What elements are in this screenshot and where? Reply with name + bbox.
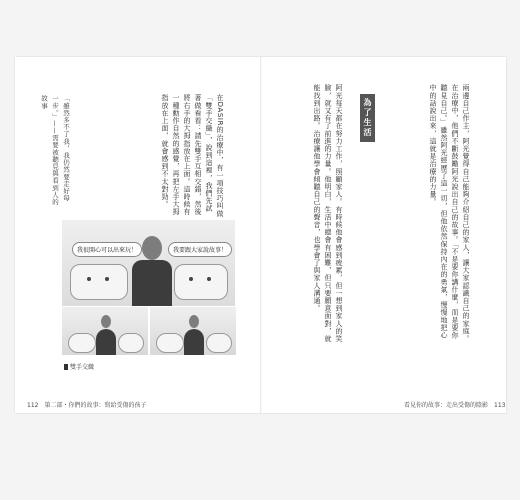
right-page-footer: 看見你的故事：走出受傷的陰影 113 (404, 402, 506, 409)
toy-car-right (174, 264, 228, 300)
right-page-top-text: 兩邊自己作主，阿光覺得自己能夠介紹自己的家人，讓大家認識自己的家庭。在治療中，他們不斷鼓勵阿光說出自己的故事。「不是要你講什麼，而是要你聽見自己。」雖然阿光經歷了這一切，但他依然保持內在的勇氣，慢慢地把心中的話說出來，這就是治療的力量。 (429, 84, 470, 343)
speech-bubble-right: 我要跟大家說故事！ (168, 242, 232, 257)
toy-car (206, 333, 232, 353)
toy-car (118, 333, 144, 353)
person-body (96, 329, 116, 355)
toy-car (156, 333, 184, 353)
speech-bubble-left: 我很開心可以出來玩！ (72, 242, 142, 257)
small-photo-right (150, 307, 236, 355)
main-photo (62, 220, 235, 306)
person-head (101, 315, 111, 328)
toy-car-left (70, 264, 128, 300)
person-head (142, 236, 162, 260)
toy-eye (87, 277, 91, 281)
left-page-footer: 112 第二部・你們的故事：寫給受傷的孩子 (27, 402, 147, 409)
left-page-text: 在DASIR的治療中，有一項技巧叫做「雙手交織」，說到這裡，我們先試著做看看：請先雙手互相交錯，然後將右手的大拇指放在上面。這時候有一種動作自然的感覺，再把左手大拇指放在上面，就會感到不太對勁。 (161, 94, 224, 218)
pull-quote: 「雖然多不了我，我仍然要走好每一步。」——需要被聽見與看到人的故事 (40, 95, 70, 206)
person-body (184, 329, 204, 355)
toy-eye (105, 277, 109, 281)
toy-eye (207, 277, 211, 281)
person-body (132, 260, 172, 306)
small-photo-left (62, 307, 148, 355)
caption-marker-icon (64, 364, 68, 370)
right-page-body-text: 阿光每天都在努力工作，照顧家人。有時候他會感到疲累，但一想到家人的笑臉，就又有了前進的力量。他明白，生活中總會有困難，但只要願意面對，就能找到出路。治療讓他學會傾聽自己的聲音，也學會了與家人溝通。 (313, 84, 343, 343)
caption-text: 雙手交織 (70, 364, 95, 371)
person-head (189, 315, 199, 328)
photo-caption (64, 362, 94, 371)
page-gutter (260, 57, 262, 413)
section-title: 為了生活 (360, 94, 375, 142)
toy-eye (189, 277, 193, 281)
toy-car (68, 333, 96, 353)
